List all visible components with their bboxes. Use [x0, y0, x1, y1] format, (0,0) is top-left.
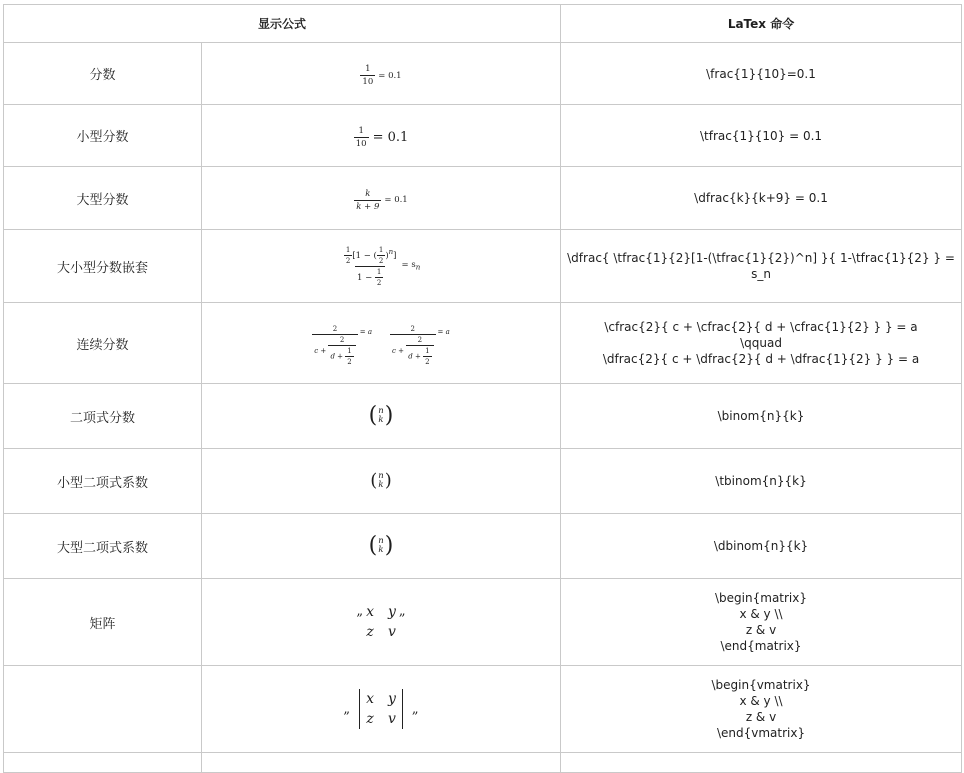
formula-render	[202, 666, 561, 753]
formula-table	[3, 4, 962, 773]
formula-render	[202, 449, 561, 514]
large-fraction-formula: $\frac{k}{k + 9}$ = 0.1	[356, 188, 408, 212]
formula-render	[202, 303, 561, 384]
table-row	[4, 579, 962, 666]
header-latex-command: LaTex 命令	[561, 5, 962, 43]
table-row	[4, 303, 962, 384]
matrix-formula: „ x y z v „	[356, 604, 406, 640]
latex-command: \begin{vmatrix} x & y \\ z & v \end{vmatrix}	[561, 666, 962, 753]
table-row	[4, 105, 962, 167]
small-fraction-formula: $\frac{1}{10}$ = 0.1	[355, 126, 409, 149]
continued-fraction-formula: 2 c + 2 d + $\frac{1}{2}$ = a 2 c + 2 d + $\frac{1}{2}$ = a	[314, 325, 450, 366]
formula-render	[202, 384, 561, 449]
binomial-formula: ( n k )	[368, 403, 394, 428]
formula-render	[202, 167, 561, 230]
formula-render	[202, 579, 561, 666]
latex-command: \binom{n}{k}	[561, 384, 962, 449]
header-display-formula: 显示公式	[4, 5, 561, 43]
latex-command: \dfrac{k}{k+9} = 0.1	[561, 167, 962, 230]
formula-render	[202, 230, 561, 303]
latex-command: \begin{matrix} x & y \\ z & v \end{matrix}	[561, 579, 962, 666]
latex-command: \dfrac{ \tfrac{1}{2}[1-(\tfrac{1}{2})^n] }{ 1-\tfrac{1}{2} } = s_n	[561, 230, 962, 303]
latex-command: \dbinom{n}{k}	[561, 514, 962, 579]
table-row	[4, 167, 962, 230]
table-row	[4, 753, 962, 773]
row-label: 二项式分数	[4, 384, 202, 449]
row-label	[4, 666, 202, 753]
latex-command: \tfrac{1}{10} = 0.1	[561, 105, 962, 167]
row-label: 小型分数	[4, 105, 202, 167]
row-label: 小型二项式系数	[4, 449, 202, 514]
header-row	[4, 5, 962, 43]
table-row	[4, 514, 962, 579]
latex-command: \tbinom{n}{k}	[561, 449, 962, 514]
nested-fraction-formula: $\frac{1}{2}$ [1 − ( $\frac{1}{2}$ )$^n$] 1 − $\frac{1}{2}$ = $s_n$	[345, 245, 421, 287]
vmatrix-formula: „ x y z v „	[343, 691, 419, 727]
fraction-formula: $\frac{1}{10}$ = 0.1	[362, 64, 402, 87]
row-label: 分数	[4, 43, 202, 105]
table-row	[4, 230, 962, 303]
row-label: 大型分数	[4, 167, 202, 230]
row-label: 连续分数	[4, 303, 202, 384]
table-row	[4, 384, 962, 449]
table-row	[4, 666, 962, 753]
formula-render	[202, 105, 561, 167]
latex-command: \cfrac{2}{ c + \cfrac{2}{ d + \cfrac{1}{2} } } = a \qquad \dfrac{2}{ c + \dfrac{2}{ d + \dfrac{1}{2} } } = a	[561, 303, 962, 384]
row-label: 大小型分数嵌套	[4, 230, 202, 303]
formula-render	[202, 43, 561, 105]
large-binomial-formula: ( n k )	[368, 533, 394, 558]
table-row	[4, 449, 962, 514]
table-row	[4, 43, 962, 105]
row-label: 矩阵	[4, 579, 202, 666]
small-binomial-formula: ( n k )	[370, 470, 392, 491]
row-label: 大型二项式系数	[4, 514, 202, 579]
formula-render	[202, 514, 561, 579]
latex-command: \frac{1}{10}=0.1	[561, 43, 962, 105]
